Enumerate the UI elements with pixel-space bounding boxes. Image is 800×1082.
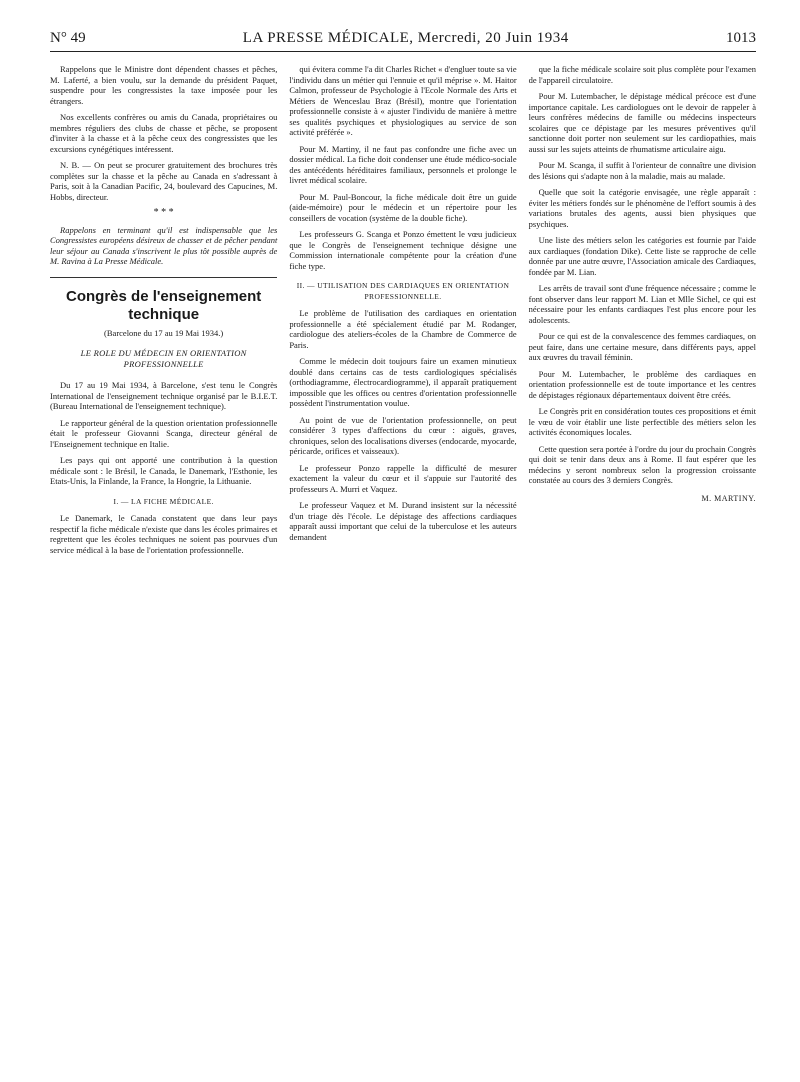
paragraph: Les professeurs G. Scanga et Ponzo émettent le vœu judicieux que le Congrès de l'enseignement technique désigne une Commission internationale compétente pour la création d'une fiche type. bbox=[289, 229, 517, 271]
page bbox=[50, 30, 756, 561]
paragraph: Cette question sera portée à l'ordre du jour du prochain Congrès qui doit se tenir dans deux ans à Rome. Il faut espérer que les médecins y seront nombreux selon la progression croissante constatée au cours des 3 derniers Congrès. bbox=[528, 443, 756, 485]
column-2 bbox=[289, 64, 516, 561]
journal-title: LA PRESSE MÉDICALE, Mercredi, 20 Juin 1934 bbox=[242, 30, 569, 46]
paragraph: Le professeur Vaquez et M. Durand insistent sur la nécessité d'un triage dès l'école. Le dépistage des affections cardiaques apparaît aussi important que celui de la tuberculose et les auteurs demandent bbox=[289, 500, 517, 542]
paragraph: Pour M. Martiny, il ne faut pas confondre une fiche avec un dossier médical. La fiche doit condenser une étude médico-sociale des antécédents héréditaires familiaux, personnels et prolonge le livret médical scolaire. bbox=[289, 143, 517, 185]
paragraph: Pour M. Scanga, il suffit à l'orienteur de connaître une division des lésions qui s'adapte non à la maladie, mais au malade. bbox=[528, 160, 756, 181]
section-title: LE ROLE DU MÉDECIN EN ORIENTATION PROFESSIONNELLE bbox=[80, 348, 247, 369]
column-1 bbox=[50, 64, 277, 561]
paragraph: Du 17 au 19 Mai 1934, à Barcelone, s'est tenu le Congrès International de l'enseignement technique organisé par le B.I.E.T. (Bureau International de l'enseignement technique). bbox=[50, 380, 278, 411]
paragraph: Rappelons que le Ministre dont dépendent chasses et pêches, M. Laferté, a bien voulu, sur la demande du président Paquet, suspendre pour les congressistes la taxe imposée pour les étrangers. bbox=[50, 64, 278, 106]
section-heading: II. — UTILISATION DES CARDIAQUES EN ORIENTATION PROFESSIONNELLE. bbox=[296, 281, 510, 301]
text-columns bbox=[50, 64, 756, 561]
paragraph: N. B. — On peut se procurer gratuitement des brochures très complètes sur la chasse et la pêche au Canada en s'adressant à Paris, soit à la Canadian Pacific, 24, boulevard des Capucines, M. Hobbs, directeur. bbox=[50, 160, 278, 202]
section-heading: I. — LA FICHE MÉDICALE. bbox=[113, 496, 214, 506]
paragraph: Nos excellents confrères ou amis du Canada, propriétaires ou membres réguliers des clubs de chasse et pêche, se proposent d'inviter à la chasse et à la pêche ceux des congressistes que les excursions cynégétiques intéressent. bbox=[50, 112, 278, 154]
paragraph: Le professeur Ponzo rappelle la difficulté de mesurer exactement la valeur du cœur et il s'appuie sur l'autorité des professeurs A. Murri et Vaquez. bbox=[289, 462, 517, 494]
paragraph: Les arrêts de travail sont d'une fréquence nécessaire ; comme le font observer dans leur rapport M. Lian et Mlle Sichel, ce qui est nécessaire pour les enfants cardiaques l'est plus encore pour les adolescents. bbox=[528, 283, 756, 325]
column-3 bbox=[529, 64, 756, 561]
page-number: 1013 bbox=[726, 30, 756, 46]
paragraph: Les pays qui ont apporté une contribution à la question médicale sont : le Brésil, le Canada, le Danemark, l'Esthonie, les Etats-Unis, la Finlande, la France, la Hongrie, la Lithuanie. bbox=[50, 455, 278, 486]
paragraph: Comme le médecin doit toujours faire un examen minutieux doublé dans certains cas de tests cardiologiques spécialisés (orthodiagramme, électrocardiogramme), il apparaît pratiquement impossible que les offices ou centres d'orientation professionnelle possèdent l'instrumentation voulue. bbox=[289, 356, 517, 408]
paragraph: Pour M. Paul-Boncour, la fiche médicale doit être un guide (aide-mémoire) pour le médecin et un répertoire pour les conseillers de vocation (système de la double fiche). bbox=[289, 191, 517, 223]
paragraph: Quelle que soit la catégorie envisagée, une règle apparaît : éviter les métiers fondés sur le phénomène de l'effort soumis à des variations brutales des agents, aussi bien physiques que psychiques. bbox=[528, 187, 756, 229]
article-subtitle: (Barcelone du 17 au 19 Mai 1934.) bbox=[104, 327, 224, 338]
paragraph: Pour M. Lutembacher, le problème des cardiaques en orientation professionnelle est de toute importance et les centres de dépistages régionaux départementaux doivent être créés. bbox=[528, 368, 756, 400]
paragraph: Le Congrès prit en considération toutes ces propositions et émit le vœu de voir établir une liste perfectible des métiers selon les activités économiques locales. bbox=[528, 406, 756, 437]
paragraph: que la fiche médicale scolaire soit plus complète pour l'examen de l'appareil circulatoire. bbox=[528, 64, 756, 85]
author-signature: M. MARTINY. bbox=[701, 493, 756, 503]
paragraph: Une liste des métiers selon les catégories est fournie par l'aide aux cardiaques (fondation Dike). Cette liste se rapproche de celle donnée par une autre œuvre, l'Association amicale des Cardiaques, fondée par M. Lian. bbox=[528, 235, 756, 277]
paragraph: Le problème de l'utilisation des cardiaques en orientation professionnelle a été spécialement étudié par M. Rodanger, cardiologue des ateliers-écoles de la Chambre de Commerce de Paris. bbox=[289, 308, 517, 350]
paragraph: Rappelons en terminant qu'il est indispensable que les Congressistes européens désireux de chasser et de pêcher pendant leur séjour au Canada s'inscrivent le plus tôt possible auprès de M. Ravina à La Presse Médicale. bbox=[50, 224, 278, 266]
paragraph: Le rapporteur général de la question orientation professionnelle était le professeur Giovanni Scanga, directeur général de l'Enseignement technique en Italie. bbox=[50, 417, 278, 449]
issue-number: N° 49 bbox=[50, 30, 86, 46]
paragraph: Le Danemark, le Canada constatent que dans leur pays respectif la fiche médicale n'existe que dans les écoles primaires et regrettent que les écoles techniques ne soient pas pourvues d'un service médical à la base de l'orientation professionnelle. bbox=[50, 513, 278, 555]
paragraph: Au point de vue de l'orientation professionnelle, on peut considérer 3 types d'affections du cœur : aiguës, graves, chroniques, selon des localisations diverses (endocarde, myocarde, péricarde, orifices et vaisseaux). bbox=[289, 414, 517, 456]
asterisks: * * * bbox=[153, 207, 174, 218]
paragraph: Pour M. Lutembacher, le dépistage médical précoce est d'une importance capitale. Les cardiologues ont le devoir de rappeler à leurs confrères médecins de famille ou médecins inspecteurs scolaires que ce dépistage par les mesures préventives qu'il sanctionne doit porter non seulement sur les cardiopathies, mais aussi sur les sujets atteints de rhumatisme articulaire aigu. bbox=[528, 91, 756, 154]
article-title: Congrès de l'enseignement technique bbox=[66, 287, 262, 323]
page-header bbox=[50, 30, 756, 52]
paragraph: Pour ce qui est de la convalescence des femmes cardiaques, on peut faire, dans une certaine mesure, dans différents pays, appel aux œuvres du travail féminin. bbox=[528, 331, 756, 362]
paragraph: qui évitera comme l'a dit Charles Richet « d'engluer toute sa vie l'individu dans un métier qui l'ennuie et qu'il méprise ». M. Haitor Calmon, professeur de Psychologie à l'Ecole Normale des Arts et Métiers de Wenceslau Braz (Brésil), montre que l'orientation professionnelle consiste à « ajuster l'individu de manière à mettre ses qualités psychiques et physiologiques au service de son activité préférée ». bbox=[289, 64, 517, 137]
divider bbox=[50, 277, 277, 278]
